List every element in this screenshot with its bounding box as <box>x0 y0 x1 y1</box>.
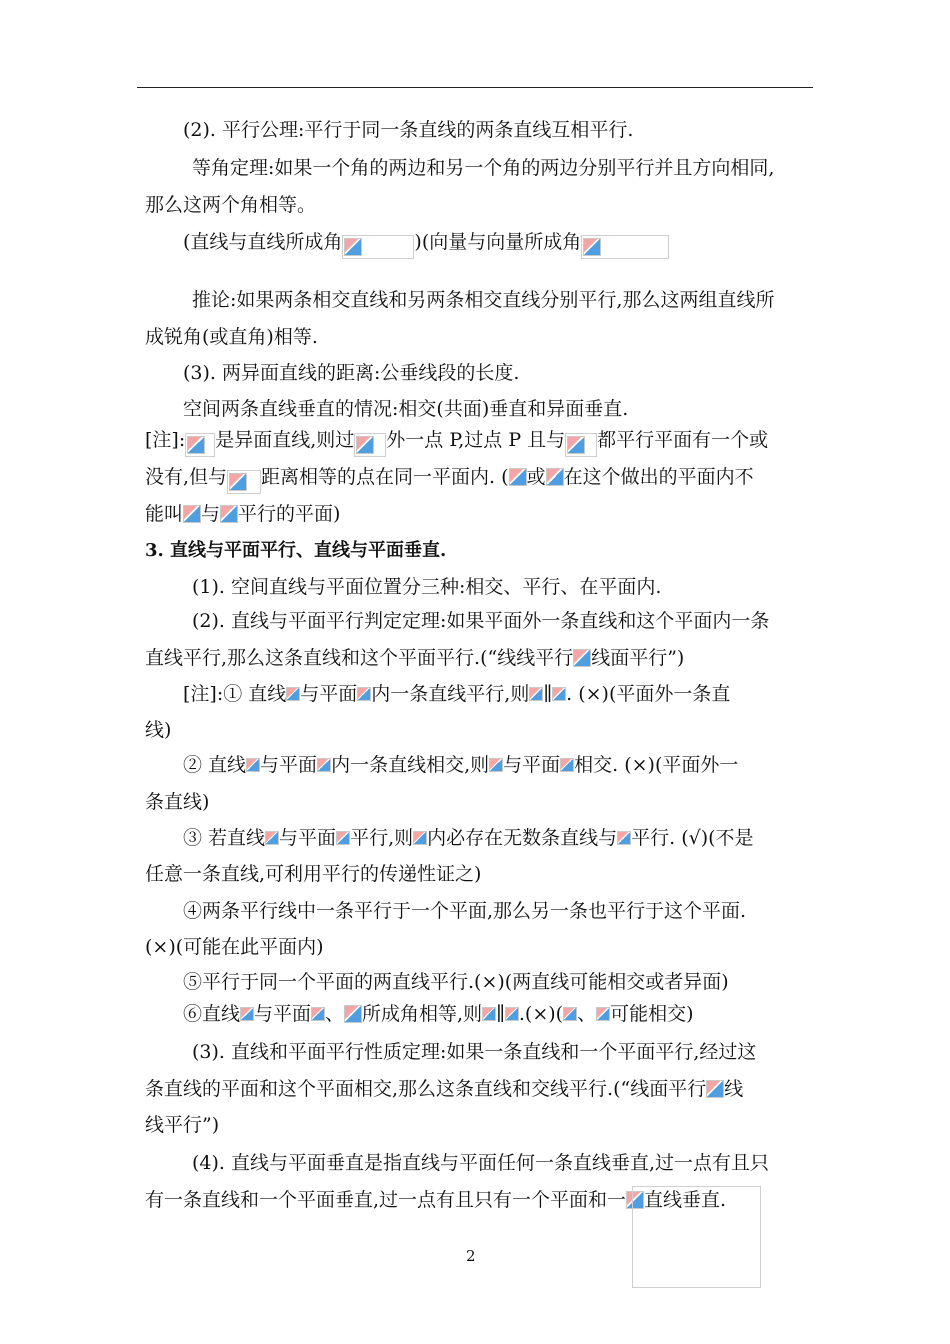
text-line-note-2-cont: 条直线) <box>145 791 210 813</box>
text-line-parallel-property: (3). 直线和平面平行性质定理:如果一条直线和一个平面平行,经过这 <box>192 1041 757 1063</box>
formula-image-icon <box>573 649 591 667</box>
formula-image-icon <box>617 831 631 845</box>
text-line-parallel-axiom: (2). 平行公理:平行于同一条直线的两条直线互相平行. <box>183 119 634 141</box>
formula-frame <box>565 433 597 457</box>
text-span: 直线平行,那么这条直线和这个平面平行.(“线线平行 <box>145 647 574 669</box>
text-span: . (×)(平面外一条直 <box>566 683 731 705</box>
formula-frame <box>227 470 261 494</box>
formula-image-icon <box>220 505 238 523</box>
formula-frame <box>185 433 215 457</box>
text-line-note-3-cont: 任意一条直线,可利用平行的传递性证之) <box>145 863 482 885</box>
formula-image-icon <box>563 1007 577 1021</box>
text-span: 相交. (×)(平面外一 <box>574 754 739 776</box>
text-span: 可能相交) <box>610 1003 694 1025</box>
formula-image-icon <box>482 1007 496 1021</box>
text-span: 与平面 <box>300 683 358 705</box>
formula-image-icon <box>265 831 279 845</box>
formula-image-icon <box>546 468 564 486</box>
formula-image-icon <box>187 436 205 454</box>
text-line-parallel-criterion-cont <box>145 646 684 670</box>
text-span: 没有,但与 <box>145 466 228 488</box>
text-line-note-skew <box>145 428 768 457</box>
text-line-note-4: ④两条平行线中一条平行于一个平面,那么另一条也平行于这个平面. <box>183 900 747 922</box>
formula-image-icon <box>317 758 331 772</box>
text-line-note-6 <box>183 1002 694 1026</box>
text-span: )(向量与向量所成角 <box>414 231 582 253</box>
text-line-note-plane <box>145 502 340 526</box>
formula-image-icon <box>552 687 566 701</box>
formula-image-icon <box>240 1007 254 1021</box>
text-line-note-equidistant <box>145 465 754 494</box>
formula-image-icon <box>356 436 374 454</box>
text-span: 与平面 <box>260 754 318 776</box>
formula-image-icon <box>567 436 585 454</box>
text-span: 、 <box>325 1003 345 1025</box>
text-span: 与 <box>201 503 221 525</box>
formula-image-icon <box>183 505 201 523</box>
text-line-corollary: 推论:如果两条相交直线和另两条相交直线分别平行,那么这两组直线所 <box>192 289 775 311</box>
text-line-corollary-cont: 成锐角(或直角)相等. <box>145 326 318 348</box>
formula-image-icon <box>505 1007 519 1021</box>
text-span: [注]:① 直线 <box>183 683 287 705</box>
formula-image-icon <box>706 1080 724 1098</box>
text-line-angle-ranges <box>183 230 669 259</box>
formula-frame-vector-angle <box>581 235 669 259</box>
text-span: 与平面 <box>254 1003 312 1025</box>
formula-image-icon <box>413 831 427 845</box>
text-span: [注]: <box>145 429 186 451</box>
text-span: ② 直线 <box>183 754 247 776</box>
formula-image-icon <box>596 1007 610 1021</box>
formula-image-icon <box>286 687 300 701</box>
text-span: 与平面 <box>503 754 561 776</box>
section-heading-3: 3. 直线与平面平行、直线与平面垂直. <box>145 540 447 561</box>
text-span: 是异面直线,则过 <box>215 429 355 451</box>
text-line-equal-angle-theorem: 等角定理:如果一个角的两边和另一个角的两边分别平行并且方向相同, <box>192 157 775 179</box>
formula-image-icon <box>344 238 362 256</box>
formula-image-icon <box>357 687 371 701</box>
text-span: 、 <box>577 1003 597 1025</box>
text-span: ∥ <box>496 1003 505 1025</box>
text-span: 在这个做出的平面内不 <box>563 466 754 488</box>
formula-image-icon <box>529 687 543 701</box>
formula-image-icon <box>311 1007 325 1021</box>
text-span: 有一条直线和一个平面垂直,过一点有且只有一个平面和一 <box>145 1189 627 1211</box>
formula-frame <box>354 433 386 457</box>
text-span: (直线与直线所成角 <box>183 231 343 253</box>
text-span: 内必存在无数条直线与 <box>427 827 618 849</box>
text-span: 线 <box>724 1078 744 1100</box>
text-span: 平行的平面) <box>238 503 341 525</box>
text-line-note-1 <box>183 682 730 706</box>
formula-image-icon <box>560 758 574 772</box>
text-line-skew-distance: (3). 两异面直线的距离:公垂线段的长度. <box>183 362 520 384</box>
text-span: 平行,则 <box>350 827 414 849</box>
text-span: 条直线的平面和这个平面相交,那么这条直线和交线平行.(“线面平行 <box>145 1078 707 1100</box>
text-line-note-1-cont: 线) <box>145 719 172 741</box>
page-number: 2 <box>466 1247 476 1265</box>
formula-image-icon <box>583 238 601 256</box>
formula-image-icon <box>344 1005 362 1023</box>
formula-image-icon <box>229 473 247 491</box>
text-span: 直线垂直. <box>644 1189 727 1211</box>
text-span: 或 <box>526 466 546 488</box>
text-span: ⑥直线 <box>183 1003 241 1025</box>
formula-image-icon <box>246 758 260 772</box>
text-span: .(×)( <box>518 1003 564 1025</box>
formula-image-icon <box>336 831 350 845</box>
text-span: 内一条直线平行,则 <box>371 683 530 705</box>
text-span: 距离相等的点在同一平面内. ( <box>261 466 509 488</box>
text-span: 内一条直线相交,则 <box>331 754 490 776</box>
formula-image-icon <box>489 758 503 772</box>
text-line-perpendicular-def: (4). 直线与平面垂直是指直线与平面任何一条直线垂直,过一点有且只 <box>192 1152 770 1174</box>
formula-frame-line-angle <box>342 235 414 259</box>
text-span: 能叫 <box>145 503 184 525</box>
text-line-parallel-property-end: 线平行”) <box>145 1114 220 1136</box>
text-span: ∥ <box>543 683 553 705</box>
text-span: 所成角相等,则 <box>362 1003 483 1025</box>
text-line-note-4-cont: (×)(可能在此平面内) <box>145 936 324 958</box>
text-span: 外一点 P,过点 P 且与 <box>386 429 566 451</box>
text-line-parallel-property-cont <box>145 1077 743 1101</box>
text-line-equal-angle-conclusion: 那么这两个角相等。 <box>145 194 317 216</box>
text-line-note-3 <box>183 826 754 850</box>
text-span: 线面平行”) <box>591 647 685 669</box>
text-span: 平行. (√)(不是 <box>631 827 754 849</box>
header-rule <box>137 87 813 88</box>
text-line-perpendicular-cases: 空间两条直线垂直的情况:相交(共面)垂直和异面垂直. <box>183 398 629 420</box>
text-span: 与平面 <box>279 827 337 849</box>
text-span: ③ 若直线 <box>183 827 266 849</box>
text-line-note-2 <box>183 753 738 777</box>
text-line-three-positions: (1). 空间直线与平面位置分三种:相交、平行、在平面内. <box>192 576 662 598</box>
text-span: 都平行平面有一个或 <box>597 429 769 451</box>
text-line-parallel-criterion: (2). 直线与平面平行判定定理:如果平面外一条直线和这个平面内一条 <box>192 610 770 632</box>
empty-image-frame <box>632 1186 761 1288</box>
text-line-note-5: ⑤平行于同一个平面的两直线平行.(×)(两直线可能相交或者异面) <box>183 971 729 993</box>
formula-image-icon <box>509 468 527 486</box>
